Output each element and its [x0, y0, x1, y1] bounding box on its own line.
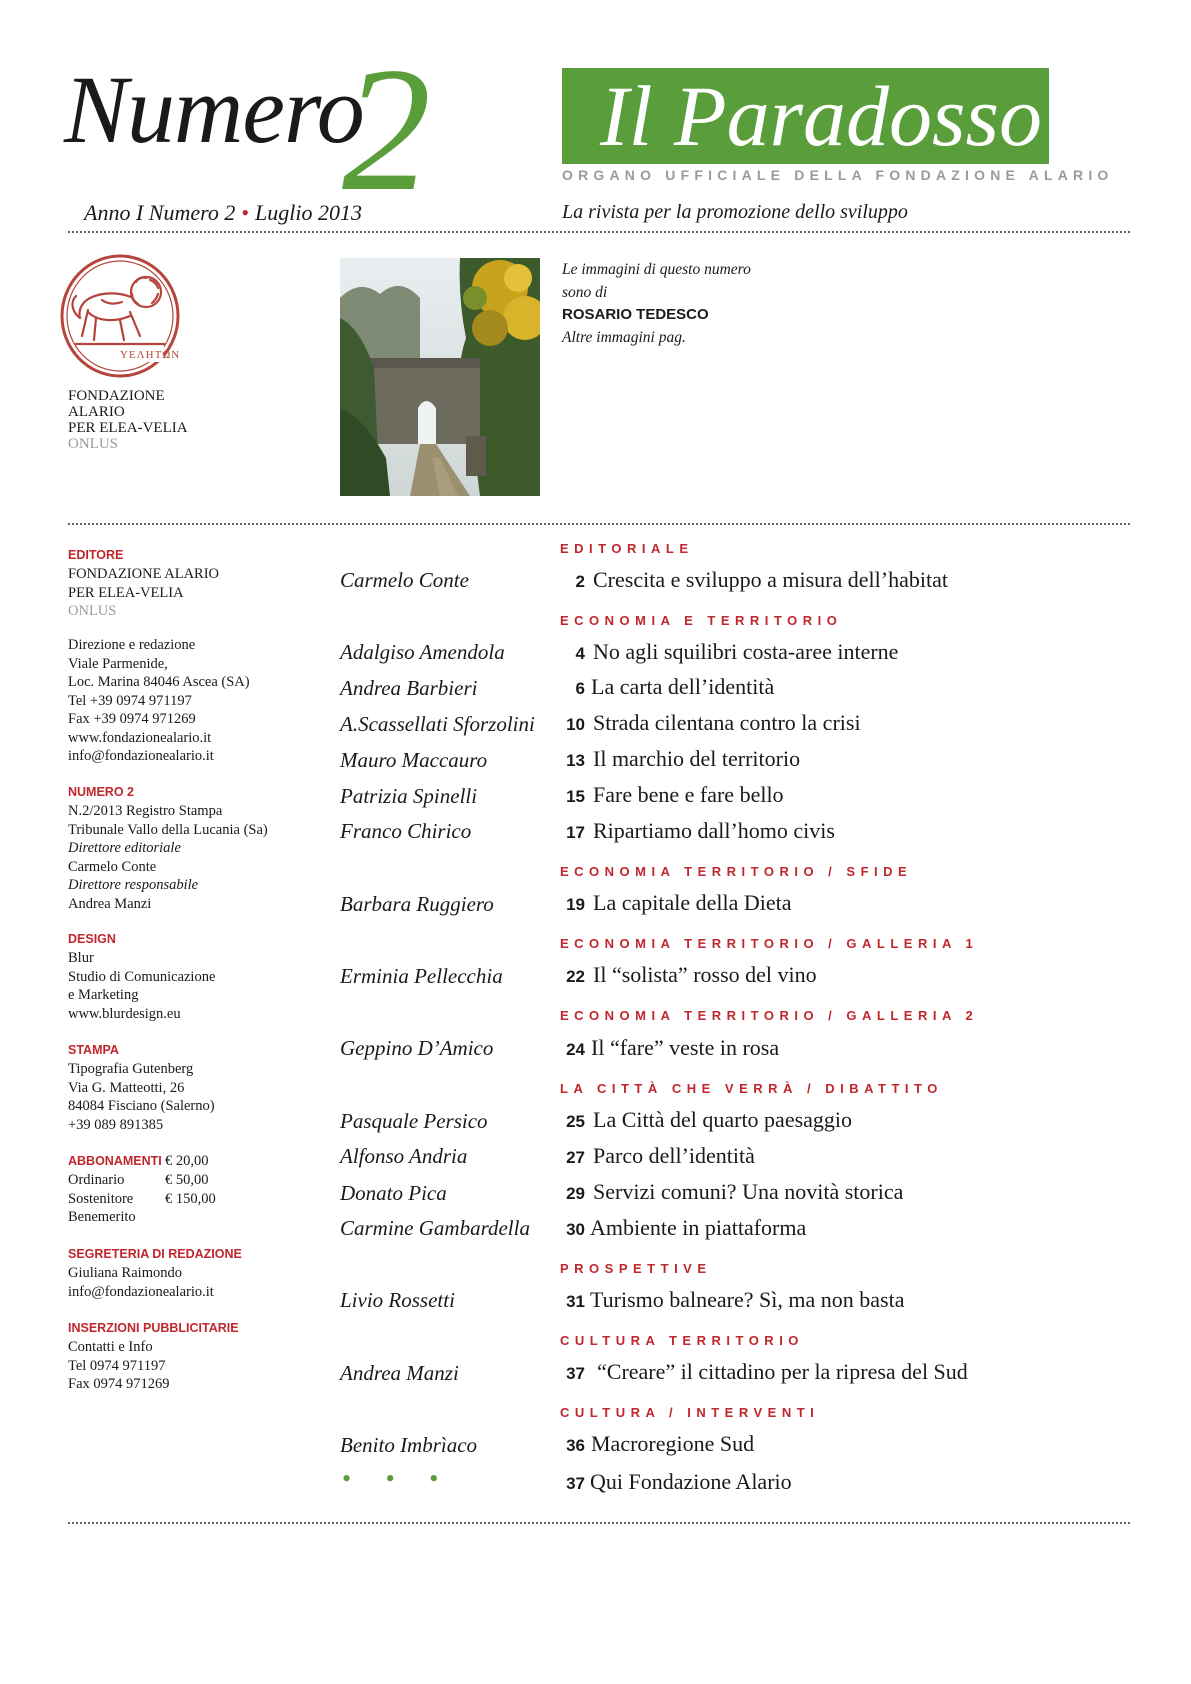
toc-title: Crescita e sviluppo a misura dell’habitat: [593, 567, 948, 592]
colophon-heading: EDITORE: [68, 548, 124, 562]
toc-page-number: 2: [575, 572, 585, 591]
website-link: www.fondazionealario.it: [68, 729, 212, 746]
magazine-logo: Il Paradosso: [562, 68, 1049, 164]
toc-entry[interactable]: [557, 1035, 779, 1061]
colophon-line: Loc. Marina 84046 Ascea (SA): [68, 674, 250, 690]
colophon-line: Viale Parmenide,: [68, 655, 168, 672]
toc-entry[interactable]: [557, 1107, 852, 1133]
toc-entry[interactable]: [557, 639, 898, 665]
toc-entry[interactable]: [557, 1143, 755, 1169]
toc-author: Barbara Ruggiero: [340, 892, 494, 916]
toc-section-heading: PROSPETTIVE: [560, 1261, 712, 1276]
colophon-line: e Marketing: [68, 987, 139, 1003]
toc-entry[interactable]: [557, 567, 948, 593]
colophon-heading: STAMPA: [68, 1043, 119, 1057]
bullet-icon: •: [241, 200, 250, 225]
toc-entry[interactable]: [557, 1359, 968, 1385]
colophon-heading: INSERZIONI PUBBLICITARIE: [68, 1321, 239, 1335]
toc-title: Parco dell’identità: [593, 1143, 755, 1168]
toc-entry[interactable]: [557, 962, 817, 988]
toc-title: No agli squilibri costa-aree interne: [593, 639, 899, 664]
colophon-heading: DESIGN: [68, 932, 116, 946]
toc-author: Mauro Maccauro: [340, 748, 488, 772]
toc-entry[interactable]: [557, 1287, 904, 1313]
toc-page-number: 37: [566, 1364, 585, 1383]
toc-author: Alfonso Andria: [340, 1144, 468, 1168]
credits-line: Altre immagini pag.: [562, 328, 686, 346]
colophon-editore: [68, 546, 219, 621]
toc-title: Qui Fondazione Alario: [590, 1469, 792, 1494]
issue-date-line: [84, 200, 362, 226]
cover-photo-stone-gate: [340, 258, 540, 496]
toc-title: La capitale della Dieta: [593, 890, 792, 915]
toc-title: Fare bene e fare bello: [593, 782, 784, 807]
colophon-line: Fax 0974 971269: [68, 1376, 170, 1392]
credits-line: sono di: [562, 283, 608, 301]
toc-entry[interactable]: [557, 746, 800, 772]
colophon-stampa: [68, 1041, 215, 1134]
colophon-line: Giuliana Raimondo: [68, 1265, 182, 1281]
issue-heading-word: Numero: [64, 56, 364, 163]
issue-label: Anno I Numero 2: [84, 200, 236, 225]
toc-page-number: 6: [575, 679, 585, 698]
toc-entry[interactable]: [557, 1469, 792, 1495]
toc-entry[interactable]: [557, 818, 835, 844]
issue-date: Luglio 2013: [255, 200, 363, 225]
toc-section-heading: CULTURA / INTERVENTI: [560, 1405, 820, 1420]
colophon-line: Tribunale Vallo della Lucania (Sa): [68, 821, 268, 838]
colophon-line: PER ELEA-VELIA: [68, 584, 184, 601]
price-label: Benemerito: [68, 1209, 136, 1225]
foundation-line: FONDAZIONE: [68, 388, 165, 404]
price-label: Sostenitore: [68, 1190, 134, 1207]
price-row: [68, 1171, 216, 1190]
colophon-line: Blur: [68, 950, 94, 966]
foundation-onlus: ONLUS: [68, 436, 119, 452]
colophon-direzione: [68, 636, 250, 766]
toc-title: Il marchio del territorio: [593, 746, 801, 771]
toc-title: Il “fare” veste in rosa: [591, 1035, 780, 1060]
colophon-line: Andrea Manzi: [68, 895, 152, 912]
toc-section-heading: ECONOMIA TERRITORIO / GALLERIA 2: [560, 1008, 979, 1023]
colophon-line: Studio di Comunicazione: [68, 968, 216, 985]
toc-author: Andrea Barbieri: [340, 676, 478, 700]
colophon-line: +39 089 891385: [68, 1116, 164, 1133]
colophon-heading: SEGRETERIA DI REDAZIONE: [68, 1247, 242, 1261]
toc-page-number: 22: [566, 967, 585, 986]
colophon-line: N.2/2013 Registro Stampa: [68, 803, 223, 819]
colophon-inserzioni: [68, 1319, 239, 1394]
toc-page-number: 19: [566, 895, 585, 914]
toc-author: Benito Imbrìaco: [340, 1433, 478, 1457]
toc-author: Carmine Gambardella: [340, 1216, 530, 1240]
toc-section-heading: ECONOMIA TERRITORIO / GALLERIA 1: [560, 936, 979, 951]
toc-title: Strada cilentana contro la crisi: [593, 710, 861, 735]
colophon-line: Direttore editoriale: [68, 840, 181, 856]
toc-title: La carta dell’identità: [591, 674, 775, 699]
price-row: [68, 1152, 216, 1171]
price-row: [68, 1190, 216, 1209]
magazine-subtitle: ORGANO UFFICIALE DELLA FONDAZIONE ALARIO: [562, 167, 1114, 183]
toc-author: Patrizia Spinelli: [340, 784, 478, 808]
toc-section-heading: LA CITTÀ CHE VERRÀ / DIBATTITO: [560, 1081, 943, 1096]
colophon-line: 84084 Fisciano (Salerno): [68, 1098, 215, 1114]
toc-entry[interactable]: [557, 674, 774, 700]
image-credits: [562, 259, 751, 349]
colophon-line: ONLUS: [68, 603, 117, 619]
credits-line: Le immagini di questo numero: [562, 261, 751, 278]
colophon-line: Carmelo Conte: [68, 858, 157, 875]
toc-author: Franco Chirico: [340, 819, 472, 843]
toc-author: Donato Pica: [340, 1181, 447, 1205]
divider: [68, 231, 1130, 233]
toc-page-number: 15: [566, 787, 585, 806]
toc-page-number: 30: [566, 1220, 585, 1239]
foundation-seal-logo: [58, 252, 182, 380]
toc-page-number: 29: [566, 1184, 585, 1203]
colophon-abbonamenti: [68, 1152, 216, 1227]
divider: [68, 1522, 1130, 1524]
toc-title: “Creare” il cittadino per la ripresa del Sud: [597, 1359, 968, 1384]
price-value: € 50,00: [165, 1172, 209, 1188]
toc-section-heading: CULTURA TERRITORIO: [560, 1333, 804, 1348]
toc-page-number: 10: [566, 715, 585, 734]
toc-page-number: 36: [566, 1436, 585, 1455]
colophon-numero: [68, 783, 268, 913]
foundation-line: PER ELEA-VELIA: [68, 420, 188, 436]
colophon-line: Contatti e Info: [68, 1339, 153, 1355]
photographer-name: ROSARIO TEDESCO: [562, 306, 709, 323]
toc-page-number: 31: [566, 1292, 585, 1311]
foundation-line: ALARIO: [68, 404, 125, 420]
toc-page-number: 4: [575, 644, 585, 663]
toc-author: A.Scassellati Sforzolini: [340, 712, 535, 736]
toc-section-heading: EDITORIALE: [560, 541, 694, 556]
colophon-segreteria: [68, 1245, 242, 1301]
toc-page-number: 37: [566, 1474, 585, 1493]
price-label: Ordinario: [68, 1172, 125, 1188]
toc-entry[interactable]: [557, 710, 861, 736]
toc-author: Carmelo Conte: [340, 568, 469, 592]
colophon-line: Direttore responsabile: [68, 877, 199, 893]
toc-title: Il “solista” rosso del vino: [593, 962, 817, 987]
toc-page-number: 25: [566, 1112, 585, 1131]
toc-entry[interactable]: [557, 890, 792, 916]
seal-inscription: ΥΕΛΗΤΩΝ: [120, 349, 181, 361]
toc-title: Ambiente in piattaforma: [590, 1215, 807, 1240]
magazine-tagline: La rivista per la promozione dello sviluppo: [562, 201, 908, 223]
colophon-line: Tel +39 0974 971197: [68, 692, 192, 709]
toc-page-number: 13: [566, 751, 585, 770]
toc-entry[interactable]: [557, 1179, 903, 1205]
toc-author: Geppino D’Amico: [340, 1036, 494, 1060]
website-link: www.blurdesign.eu: [68, 1005, 181, 1022]
toc-entry[interactable]: [557, 1215, 806, 1241]
email-link: info@fondazionealario.it: [68, 1283, 214, 1300]
colophon-line: Direzione e redazione: [68, 637, 196, 653]
colophon-line: FONDAZIONE ALARIO: [68, 566, 220, 582]
toc-page-number: 24: [566, 1040, 585, 1059]
colophon-line: Tipografia Gutenberg: [68, 1061, 194, 1077]
toc-page-number: 27: [566, 1148, 585, 1167]
toc-title: Macroregione Sud: [591, 1431, 755, 1456]
toc-author: Erminia Pellecchia: [340, 964, 503, 988]
toc-title: Servizi comuni? Una novità storica: [593, 1179, 904, 1204]
foundation-name: [68, 388, 188, 452]
toc-page-number: 17: [566, 823, 585, 842]
ellipsis-dots-icon: • • •: [342, 1464, 453, 1493]
toc-title: Ripartiamo dall’homo civis: [593, 818, 835, 843]
price-value: € 150,00: [165, 1190, 216, 1207]
toc-entry[interactable]: [557, 1431, 754, 1457]
toc-title: Turismo balneare? Sì, ma non basta: [590, 1287, 905, 1312]
colophon-line: Via G. Matteotti, 26: [68, 1079, 185, 1096]
toc-section-heading: ECONOMIA E TERRITORIO: [560, 613, 843, 628]
email-link: info@fondazionealario.it: [68, 748, 214, 764]
toc-author: Livio Rossetti: [340, 1288, 455, 1312]
toc-title: La Città del quarto paesaggio: [593, 1107, 853, 1132]
colophon-design: [68, 930, 215, 1023]
toc-author: Adalgiso Amendola: [340, 640, 505, 664]
colophon-heading: ABBONAMENTI: [68, 1154, 162, 1168]
toc-entry[interactable]: [557, 782, 784, 808]
price-value: € 20,00: [165, 1153, 209, 1169]
colophon-heading: NUMERO 2: [68, 785, 134, 799]
issue-heading-number: 2: [342, 30, 431, 228]
toc-author: Pasquale Persico: [340, 1109, 488, 1133]
toc-author: Andrea Manzi: [340, 1361, 459, 1385]
colophon-line: Fax +39 0974 971269: [68, 711, 196, 727]
toc-section-heading: ECONOMIA TERRITORIO / SFIDE: [560, 864, 913, 879]
colophon-line: Tel 0974 971197: [68, 1357, 166, 1374]
divider: [68, 523, 1130, 525]
